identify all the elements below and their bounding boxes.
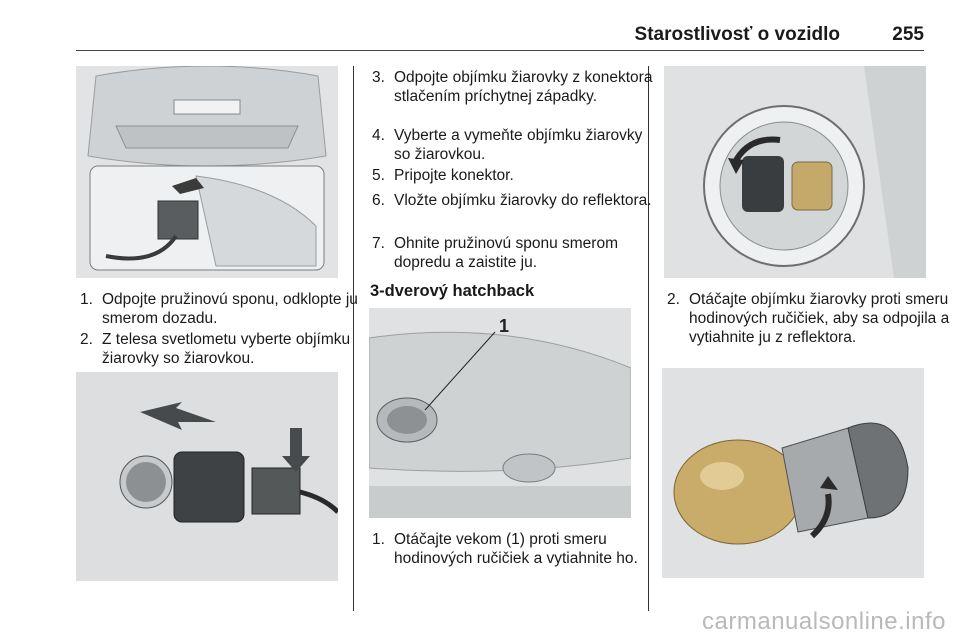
bulb-rotation-illustration (664, 66, 926, 278)
bumper-illustration (76, 66, 338, 278)
figure-bulb-socket-connector (76, 372, 338, 581)
figure-bulb-rotation (664, 66, 926, 278)
bulb-removal-illustration (662, 368, 924, 578)
callout-1: 1 (499, 316, 510, 336)
middle-step-6: 6. Vložte objímku žiarovky do reflektora. (372, 192, 652, 209)
page-header (76, 18, 924, 51)
middle-step-7: 7. Ohnite pružinovú sponu smerom dopredu a zaistite ju. (372, 235, 619, 271)
figure-bumper-access (76, 66, 338, 278)
right-step-2: 2. Otáčajte objímku žiarovky proti smeru hodinových ručičiek, aby sa odpojila a vytiahnite ju z reflektora. (667, 291, 950, 346)
figure-bulb-removal (662, 368, 924, 578)
middle-step-3: 3. Odpojte objímku žiarovky z konektora stlačením príchytnej západky. (372, 69, 653, 105)
watermark: carmanualsonline.info (702, 608, 946, 635)
left-step-1: 1. Odpojte pružinovú sponu, odklopte ju smerom dozadu. (80, 291, 358, 327)
left-step-2: 2. Z telesa svetlometu vyberte objímku žiarovky so žiarovkou. (80, 331, 351, 367)
headlamp-cover-illustration (369, 308, 631, 518)
middle-step-5: 5. Pripojte konektor. (372, 167, 514, 184)
page-number: 255 (892, 24, 924, 45)
middle-step-4: 4. Vyberte a vymeňte objímku žiarovky so žiarovkou. (372, 127, 643, 163)
middle-step-after-1: 1. Otáčajte vekom (1) proti smeru hodinových ručičiek a vytiahnite ho. (372, 531, 638, 567)
socket-connector-illustration (76, 372, 338, 581)
figure-headlamp-cover (369, 308, 631, 518)
page-title: Starostlivosť o vozidlo (634, 24, 840, 45)
section-heading: 3-dverový hatchback (370, 282, 535, 300)
